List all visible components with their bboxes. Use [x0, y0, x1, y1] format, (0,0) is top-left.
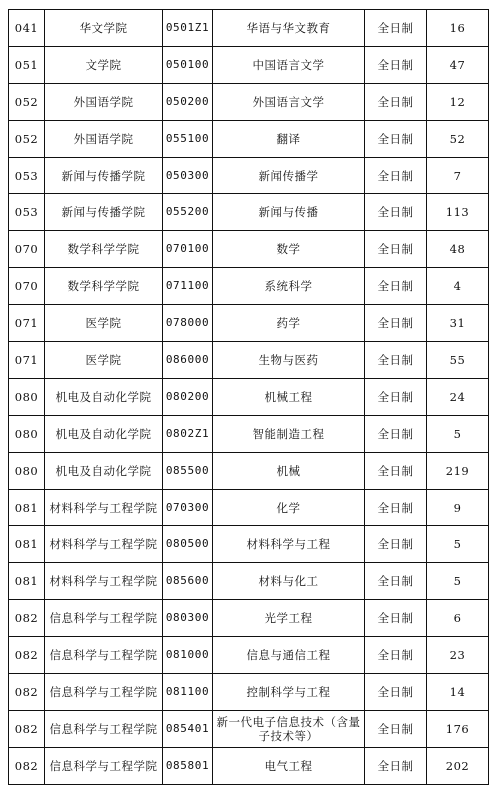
- major-name-cell: 化学: [213, 489, 365, 526]
- major-code-cell: 081000: [163, 637, 213, 674]
- major-code-cell: 080200: [163, 378, 213, 415]
- major-code-cell: 078000: [163, 305, 213, 342]
- college-name-cell: 信息科学与工程学院: [45, 600, 163, 637]
- enrollment-count-cell: 52: [427, 120, 489, 157]
- major-name-cell: 材料科学与工程: [213, 526, 365, 563]
- table-row: [9, 231, 489, 268]
- college-code-cell: 053: [9, 157, 45, 194]
- major-code-cell: 050100: [163, 46, 213, 83]
- study-mode-cell: 全日制: [365, 157, 427, 194]
- enrollment-count-cell: 7: [427, 157, 489, 194]
- college-name-cell: 数学科学学院: [45, 268, 163, 305]
- college-code-cell: 081: [9, 563, 45, 600]
- major-name-cell: 智能制造工程: [213, 415, 365, 452]
- study-mode-cell: 全日制: [365, 342, 427, 379]
- major-code-cell: 055100: [163, 120, 213, 157]
- table-row: [9, 563, 489, 600]
- college-code-cell: 052: [9, 83, 45, 120]
- college-code-cell: 070: [9, 231, 45, 268]
- table-row: [9, 83, 489, 120]
- major-code-cell: 080300: [163, 600, 213, 637]
- table-row: [9, 710, 489, 747]
- table-row: [9, 305, 489, 342]
- study-mode-cell: 全日制: [365, 194, 427, 231]
- college-code-cell: 071: [9, 305, 45, 342]
- college-name-cell: 信息科学与工程学院: [45, 674, 163, 711]
- study-mode-cell: 全日制: [365, 747, 427, 784]
- table-row: [9, 157, 489, 194]
- major-name-cell: 中国语言文学: [213, 46, 365, 83]
- college-code-cell: 080: [9, 378, 45, 415]
- study-mode-cell: 全日制: [365, 563, 427, 600]
- enrollment-count-cell: 176: [427, 710, 489, 747]
- study-mode-cell: 全日制: [365, 710, 427, 747]
- college-name-cell: 外国语学院: [45, 83, 163, 120]
- enrollment-count-cell: 23: [427, 637, 489, 674]
- college-code-cell: 081: [9, 489, 45, 526]
- study-mode-cell: 全日制: [365, 637, 427, 674]
- college-code-cell: 081: [9, 526, 45, 563]
- table-row: [9, 600, 489, 637]
- enrollment-count-cell: 12: [427, 83, 489, 120]
- major-code-cell: 055200: [163, 194, 213, 231]
- college-name-cell: 信息科学与工程学院: [45, 710, 163, 747]
- college-name-cell: 机电及自动化学院: [45, 378, 163, 415]
- major-code-cell: 071100: [163, 268, 213, 305]
- college-name-cell: 材料科学与工程学院: [45, 489, 163, 526]
- major-code-cell: 0802Z1: [163, 415, 213, 452]
- study-mode-cell: 全日制: [365, 305, 427, 342]
- table-row: [9, 452, 489, 489]
- table-row: [9, 489, 489, 526]
- enrollment-count-cell: 16: [427, 10, 489, 47]
- enrollment-count-cell: 55: [427, 342, 489, 379]
- major-name-cell: 电气工程: [213, 747, 365, 784]
- enrollment-count-cell: 113: [427, 194, 489, 231]
- major-code-cell: 085600: [163, 563, 213, 600]
- major-name-cell: 机械工程: [213, 378, 365, 415]
- table-row: [9, 526, 489, 563]
- major-name-cell: 新闻传播学: [213, 157, 365, 194]
- major-code-cell: 081100: [163, 674, 213, 711]
- table-row: [9, 747, 489, 784]
- college-code-cell: 053: [9, 194, 45, 231]
- college-code-cell: 071: [9, 342, 45, 379]
- table-row: [9, 415, 489, 452]
- college-name-cell: 华文学院: [45, 10, 163, 47]
- major-name-cell: 新一代电子信息技术（含量子技术等）: [213, 710, 365, 747]
- college-code-cell: 082: [9, 747, 45, 784]
- college-code-cell: 080: [9, 415, 45, 452]
- major-name-cell: 新闻与传播: [213, 194, 365, 231]
- study-mode-cell: 全日制: [365, 83, 427, 120]
- study-mode-cell: 全日制: [365, 452, 427, 489]
- college-name-cell: 医学院: [45, 305, 163, 342]
- enrollment-count-cell: 48: [427, 231, 489, 268]
- college-name-cell: 材料科学与工程学院: [45, 563, 163, 600]
- college-code-cell: 051: [9, 46, 45, 83]
- college-name-cell: 机电及自动化学院: [45, 415, 163, 452]
- major-code-cell: 086000: [163, 342, 213, 379]
- college-code-cell: 082: [9, 637, 45, 674]
- major-name-cell: 材料与化工: [213, 563, 365, 600]
- major-name-cell: 翻译: [213, 120, 365, 157]
- table-row: [9, 46, 489, 83]
- study-mode-cell: 全日制: [365, 489, 427, 526]
- major-code-cell: 085500: [163, 452, 213, 489]
- major-name-cell: 生物与医药: [213, 342, 365, 379]
- enrollment-table: [8, 9, 489, 785]
- major-name-cell: 机械: [213, 452, 365, 489]
- college-name-cell: 文学院: [45, 46, 163, 83]
- college-code-cell: 080: [9, 452, 45, 489]
- study-mode-cell: 全日制: [365, 674, 427, 711]
- table-row: [9, 10, 489, 47]
- college-name-cell: 数学科学学院: [45, 231, 163, 268]
- major-name-cell: 数学: [213, 231, 365, 268]
- major-name-cell: 信息与通信工程: [213, 637, 365, 674]
- major-name-cell: 控制科学与工程: [213, 674, 365, 711]
- college-name-cell: 外国语学院: [45, 120, 163, 157]
- college-name-cell: 新闻与传播学院: [45, 194, 163, 231]
- college-name-cell: 信息科学与工程学院: [45, 747, 163, 784]
- major-name-cell: 外国语言文学: [213, 83, 365, 120]
- major-name-cell: 药学: [213, 305, 365, 342]
- table-row: [9, 674, 489, 711]
- enrollment-count-cell: 5: [427, 415, 489, 452]
- major-code-cell: 070300: [163, 489, 213, 526]
- study-mode-cell: 全日制: [365, 46, 427, 83]
- enrollment-count-cell: 47: [427, 46, 489, 83]
- major-name-cell: 系统科学: [213, 268, 365, 305]
- major-code-cell: 080500: [163, 526, 213, 563]
- college-code-cell: 082: [9, 674, 45, 711]
- enrollment-count-cell: 6: [427, 600, 489, 637]
- college-code-cell: 082: [9, 600, 45, 637]
- college-name-cell: 医学院: [45, 342, 163, 379]
- college-name-cell: 材料科学与工程学院: [45, 526, 163, 563]
- study-mode-cell: 全日制: [365, 120, 427, 157]
- table-row: [9, 637, 489, 674]
- enrollment-count-cell: 219: [427, 452, 489, 489]
- college-code-cell: 041: [9, 10, 45, 47]
- major-code-cell: 050300: [163, 157, 213, 194]
- enrollment-count-cell: 24: [427, 378, 489, 415]
- enrollment-count-cell: 4: [427, 268, 489, 305]
- study-mode-cell: 全日制: [365, 526, 427, 563]
- enrollment-count-cell: 202: [427, 747, 489, 784]
- study-mode-cell: 全日制: [365, 600, 427, 637]
- table-row: [9, 342, 489, 379]
- major-code-cell: 085401: [163, 710, 213, 747]
- college-code-cell: 082: [9, 710, 45, 747]
- college-code-cell: 052: [9, 120, 45, 157]
- study-mode-cell: 全日制: [365, 10, 427, 47]
- enrollment-count-cell: 5: [427, 563, 489, 600]
- major-code-cell: 0501Z1: [163, 10, 213, 47]
- major-code-cell: 050200: [163, 83, 213, 120]
- enrollment-count-cell: 31: [427, 305, 489, 342]
- college-name-cell: 机电及自动化学院: [45, 452, 163, 489]
- major-name-cell: 华语与华文教育: [213, 10, 365, 47]
- table-row: [9, 120, 489, 157]
- major-name-cell: 光学工程: [213, 600, 365, 637]
- enrollment-count-cell: 5: [427, 526, 489, 563]
- major-code-cell: 070100: [163, 231, 213, 268]
- enrollment-count-cell: 9: [427, 489, 489, 526]
- table-row: [9, 378, 489, 415]
- study-mode-cell: 全日制: [365, 268, 427, 305]
- table-body: [9, 10, 489, 785]
- study-mode-cell: 全日制: [365, 378, 427, 415]
- table-row: [9, 194, 489, 231]
- table-row: [9, 268, 489, 305]
- enrollment-count-cell: 14: [427, 674, 489, 711]
- study-mode-cell: 全日制: [365, 415, 427, 452]
- study-mode-cell: 全日制: [365, 231, 427, 268]
- college-name-cell: 新闻与传播学院: [45, 157, 163, 194]
- college-name-cell: 信息科学与工程学院: [45, 637, 163, 674]
- major-code-cell: 085801: [163, 747, 213, 784]
- college-code-cell: 070: [9, 268, 45, 305]
